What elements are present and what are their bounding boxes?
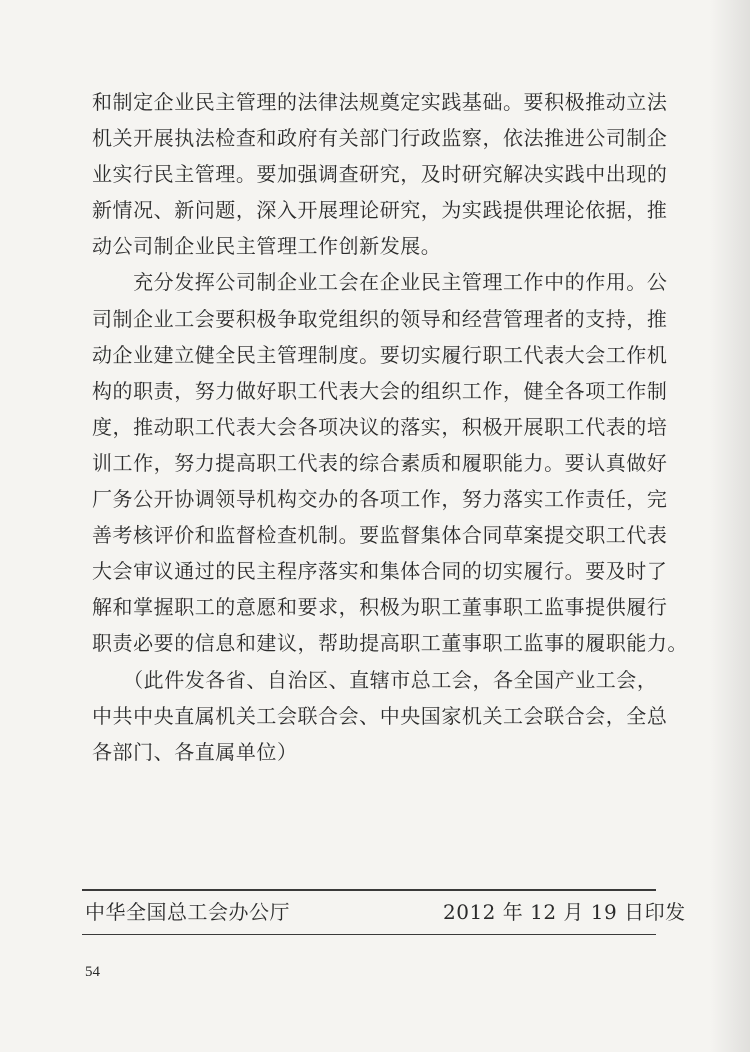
text-line: 充分发挥公司制企业工会在企业民主管理工作中的作用。公 — [92, 270, 668, 295]
text-line: 大会审议通过的民主程序落实和集体合同的切实履行。要及时了 — [92, 559, 668, 584]
text-line: 动公司制企业民主管理工作创新发展。 — [92, 234, 442, 259]
footer-issuer: 中华全国总工会办公厅 — [85, 900, 290, 924]
text-line: 机关开展执法检查和政府有关部门行政监察，依法推进公司制企 — [92, 126, 668, 151]
text-line: 构的职责，努力做好职工代表大会的组织工作，健全各项工作制 — [92, 378, 668, 403]
text-line: 新情况、新问题，深入开展理论研究，为实践提供理论依据，推 — [92, 198, 668, 223]
text-line: 职责必要的信息和建议，帮助提高职工董事职工监事的履职能力。 — [92, 631, 688, 656]
text-line: 司制企业工会要积极争取党组织的领导和经营管理者的支持，推 — [92, 306, 668, 331]
text-line: 和制定企业民主管理的法律法规奠定实践基础。要积极推动立法 — [92, 90, 668, 114]
text-line: 中共中央直属机关工会联合会、中央国家机关工会联合会，全总 — [92, 703, 668, 728]
text-line: 善考核评价和监督检查机制。要监督集体合同草案提交职工代表 — [92, 523, 668, 548]
scan-edge-shadow — [710, 0, 750, 1052]
page-number: 54 — [85, 964, 100, 980]
text-line: 业实行民主管理。要加强调查研究，及时研究解决实践中出现的 — [92, 162, 668, 187]
body-text — [92, 84, 688, 770]
text-line: 各部门、各直属单位） — [92, 739, 298, 764]
text-line: 训工作，努力提高职工代表的综合素质和履职能力。要认真做好 — [92, 450, 668, 475]
footer-print-date: 2012 年 12 月 19 日印发 — [443, 900, 686, 924]
text-line: （此件发各省、自治区、直辖市总工会，各全国产业工会， — [92, 667, 658, 692]
text-line: 动企业建立健全民主管理制度。要切实履行职工代表大会工作机 — [92, 342, 668, 367]
text-line: 度，推动职工代表大会各项决议的落实，积极开展职工代表的培 — [92, 414, 668, 439]
footer-rule-bottom — [82, 934, 656, 935]
text-line: 厂务公开协调领导机构交办的各项工作，努力落实工作责任，完 — [92, 487, 668, 512]
text-line: 解和掌握职工的意愿和要求，积极为职工董事职工监事提供履行 — [92, 595, 668, 620]
footer-rule-top — [82, 889, 656, 891]
